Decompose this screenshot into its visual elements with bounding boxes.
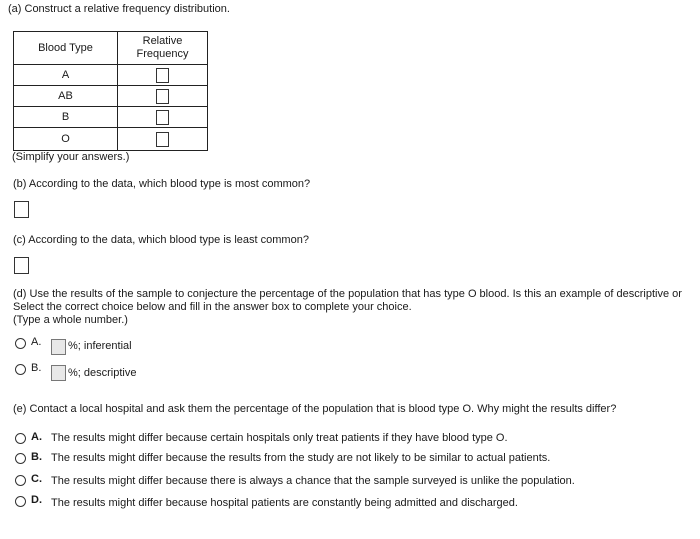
part-e-option-a-text[interactable]: The results might differ because certain hospitals only treat patients if they have blood type O. — [51, 432, 508, 444]
answer-input-o[interactable] — [156, 132, 169, 147]
part-e-option-a-radio[interactable] — [15, 433, 26, 444]
part-e-option-a-letter: A. — [31, 431, 42, 443]
row-label-o: O — [14, 128, 118, 151]
relative-frequency-header: Relative Frequency — [118, 32, 208, 65]
part-d-option-b-radio[interactable] — [15, 364, 26, 375]
answer-input-a[interactable] — [156, 68, 169, 83]
part-d-option-a-input[interactable] — [51, 339, 66, 355]
part-e-option-d-letter: D. — [31, 494, 42, 506]
row-label-a: A — [14, 65, 118, 86]
row-label-b: B — [14, 107, 118, 128]
part-d-option-a-text: %; inferential — [68, 340, 132, 352]
part-e-option-b-letter: B. — [31, 451, 42, 463]
least-common-input[interactable] — [14, 257, 29, 274]
answer-cell-b — [118, 107, 208, 128]
part-a-prompt: (a) Construct a relative frequency distribution. — [8, 3, 230, 15]
part-e-prompt: (e) Contact a local hospital and ask them the percentage of the population that is blood type O. Why might the results differ? — [13, 403, 617, 415]
frequency-table — [13, 31, 208, 151]
part-d-question: (d) Use the results of the sample to conjecture the percentage of the population that has type O blood. Is this an example of descriptive or — [13, 288, 682, 300]
part-b-prompt: (b) According to the data, which blood type is most common? — [13, 178, 311, 190]
part-e-option-d-text[interactable]: The results might differ because hospital patients are constantly being admitted and discharged. — [51, 497, 518, 509]
part-d-instruction: Select the correct choice below and fill in the answer box to complete your choice. — [13, 301, 412, 313]
part-e-option-c-text[interactable]: The results might differ because there is always a chance that the sample surveyed is unlike the population. — [51, 475, 575, 487]
blood-type-header: Blood Type — [14, 32, 118, 65]
part-d-option-b-text: %; descriptive — [68, 367, 137, 379]
part-e-option-c-radio[interactable] — [15, 475, 26, 486]
part-e-option-d-radio[interactable] — [15, 496, 26, 507]
part-e-option-c-letter: C. — [31, 473, 42, 485]
most-common-input[interactable] — [14, 201, 29, 218]
answer-cell-ab — [118, 86, 208, 107]
part-e-option-b-radio[interactable] — [15, 453, 26, 464]
part-d-option-b-input[interactable] — [51, 365, 66, 381]
answer-cell-a — [118, 65, 208, 86]
row-label-ab: AB — [14, 86, 118, 107]
whole-number-hint: (Type a whole number.) — [13, 314, 128, 326]
part-d-option-a-radio[interactable] — [15, 338, 26, 349]
part-d-option-b-letter: B. — [31, 362, 42, 374]
answer-input-b[interactable] — [156, 110, 169, 125]
part-d-option-a-letter: A. — [31, 336, 42, 348]
part-e-option-b-text[interactable]: The results might differ because the results from the study are not likely to be similar to actual patients. — [51, 452, 551, 464]
answer-input-ab[interactable] — [156, 89, 169, 104]
part-c-prompt: (c) According to the data, which blood type is least common? — [13, 234, 309, 246]
simplify-hint: (Simplify your answers.) — [12, 151, 130, 163]
answer-cell-o — [118, 128, 208, 151]
